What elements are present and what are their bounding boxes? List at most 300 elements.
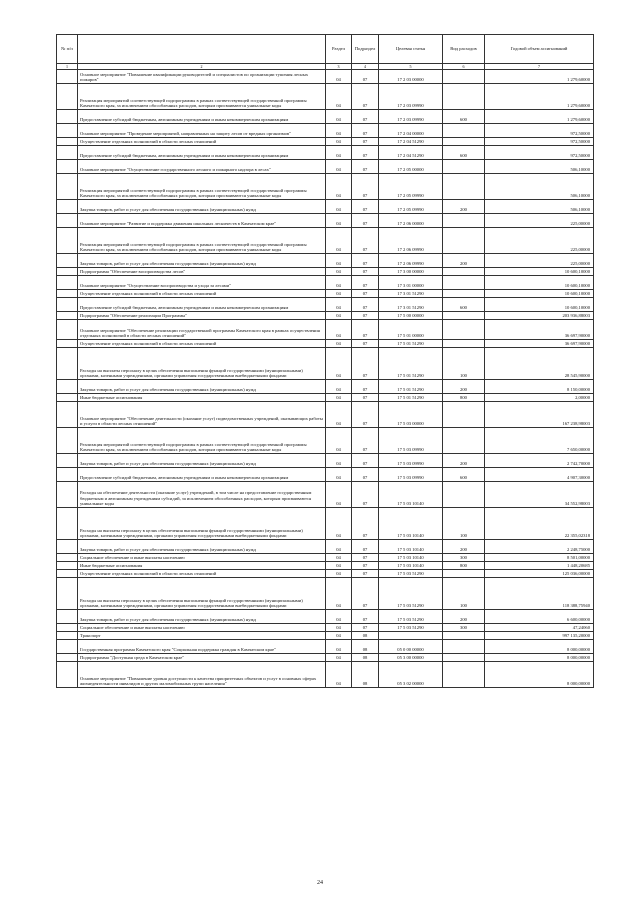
expense-type-cell: 200: [443, 610, 485, 624]
section-code-cell: 04: [326, 200, 352, 214]
expense-type-cell: [443, 124, 485, 138]
section-code-cell: 04: [326, 482, 352, 508]
expense-type-cell: 100: [443, 578, 485, 610]
item-name-cell: Закупка товаров, работ и услуг для обеспечения государственных (муниципальных) нужд: [78, 454, 326, 468]
section-code-cell: 04: [326, 348, 352, 380]
item-name-cell: Социальное обеспечение и иные выплаты населению: [78, 624, 326, 632]
column-number: 1: [57, 64, 78, 70]
header-section: Раздел: [326, 35, 352, 64]
amount-cell: 506,10000: [485, 200, 594, 214]
table-row: [57, 290, 594, 298]
expense-type-cell: 100: [443, 508, 485, 540]
subsection-code-cell: 07: [352, 508, 379, 540]
amount-cell: 1 279,60000: [485, 110, 594, 124]
subsection-code-cell: 07: [352, 610, 379, 624]
section-code-cell: 04: [326, 454, 352, 468]
row-number-cell: [57, 174, 78, 200]
expense-type-cell: 600: [443, 468, 485, 482]
subsection-code-cell: 07: [352, 570, 379, 578]
target-article-cell: 17 2 03 00000: [379, 70, 443, 84]
row-number-cell: [57, 468, 78, 482]
row-number-cell: [57, 640, 78, 654]
section-code-cell: 04: [326, 562, 352, 570]
expense-type-cell: 100: [443, 348, 485, 380]
amount-cell: 7 650,00000: [485, 428, 594, 454]
column-number: 4: [352, 64, 379, 70]
expense-type-cell: [443, 312, 485, 320]
column-number: 2: [78, 64, 326, 70]
subsection-code-cell: 07: [352, 268, 379, 276]
subsection-code-cell: 07: [352, 468, 379, 482]
section-code-cell: 04: [326, 402, 352, 428]
row-number-cell: [57, 428, 78, 454]
row-number-cell: [57, 228, 78, 254]
table-row: [57, 540, 594, 554]
expense-type-cell: [443, 632, 485, 640]
item-name-cell: Предоставление субсидий бюджетным, автономным учреждениям и иным некоммерческим организациям: [78, 468, 326, 482]
row-number-cell: [57, 624, 78, 632]
target-article-cell: 17 3 00 00000: [379, 268, 443, 276]
section-code-cell: 04: [326, 632, 352, 640]
target-article-cell: 17 5 03 10140: [379, 540, 443, 554]
expense-type-cell: [443, 174, 485, 200]
expense-type-cell: [443, 640, 485, 654]
table-row: [57, 640, 594, 654]
target-article-cell: 17 5 03 09990: [379, 454, 443, 468]
target-article-cell: 17 5 01 00000: [379, 320, 443, 340]
row-number-cell: [57, 540, 78, 554]
subsection-code-cell: 07: [352, 320, 379, 340]
subsection-code-cell: 07: [352, 174, 379, 200]
subsection-code-cell: 07: [352, 214, 379, 228]
table-row: [57, 428, 594, 454]
target-article-cell: 17 5 03 10140: [379, 562, 443, 570]
expense-type-cell: [443, 570, 485, 578]
subsection-code-cell: 07: [352, 138, 379, 146]
section-code-cell: 04: [326, 554, 352, 562]
expense-type-cell: [443, 320, 485, 340]
table-row: [57, 84, 594, 110]
row-number-cell: [57, 578, 78, 610]
subsection-code-cell: 07: [352, 146, 379, 160]
subsection-code-cell: 07: [352, 428, 379, 454]
target-article-cell: 17 5 03 10140: [379, 508, 443, 540]
section-code-cell: 04: [326, 428, 352, 454]
column-number: 5: [379, 64, 443, 70]
expense-type-cell: 200: [443, 454, 485, 468]
amount-cell: 4 907,30000: [485, 468, 594, 482]
subsection-code-cell: 07: [352, 298, 379, 312]
expense-type-cell: [443, 268, 485, 276]
row-number-cell: [57, 138, 78, 146]
table-row: [57, 654, 594, 662]
section-code-cell: 04: [326, 214, 352, 228]
item-name-cell: Реализация мероприятий соответствующей подпрограммы в рамках соответствующей государственной программы Камчатского края, за исключением обособленных расходов, которым присваиваются уникальные коды: [78, 228, 326, 254]
expense-type-cell: 600: [443, 298, 485, 312]
target-article-cell: 17 5 01 51290: [379, 340, 443, 348]
amount-cell: 2 742,70000: [485, 454, 594, 468]
amount-cell: 1 279,60000: [485, 84, 594, 110]
expense-type-cell: 600: [443, 110, 485, 124]
row-number-cell: [57, 200, 78, 214]
item-name-cell: Осуществление отдельных полномочий в области лесных отношений: [78, 570, 326, 578]
table-row: [57, 138, 594, 146]
table-row: [57, 268, 594, 276]
item-name-cell: Осуществление отдельных полномочий в области лесных отношений: [78, 290, 326, 298]
target-article-cell: 17 2 04 00000: [379, 124, 443, 138]
amount-cell: 47,24060: [485, 624, 594, 632]
subsection-code-cell: 07: [352, 394, 379, 402]
target-article-cell: 17 5 01 51290: [379, 394, 443, 402]
amount-cell: 167 238,98003: [485, 402, 594, 428]
subsection-code-cell: 07: [352, 624, 379, 632]
target-article-cell: 17 5 03 10140: [379, 554, 443, 562]
budget-table: [56, 34, 594, 688]
expense-type-cell: 200: [443, 380, 485, 394]
table-row: [57, 70, 594, 84]
subsection-code-cell: 08: [352, 654, 379, 662]
subsection-code-cell: 07: [352, 254, 379, 268]
row-number-cell: [57, 654, 78, 662]
amount-cell: 22 355,02318: [485, 508, 594, 540]
item-name-cell: Расходы на выплаты персоналу в целях обеспечения выполнения функций государственными (муниципальными) органами, казенными учреждениями, органами управления государственными внебюджетными фондами: [78, 578, 326, 610]
table-row: [57, 610, 594, 624]
subsection-code-cell: 07: [352, 402, 379, 428]
amount-cell: 8 000,00000: [485, 662, 594, 688]
item-name-cell: Реализация мероприятий соответствующей подпрограммы в рамках соответствующей государственной программы Камчатского края, за исключением обособленных расходов, которым присваиваются уникальные коды: [78, 174, 326, 200]
table-row: [57, 632, 594, 640]
amount-cell: 36 697,90000: [485, 320, 594, 340]
row-number-cell: [57, 380, 78, 394]
column-number: 6: [443, 64, 485, 70]
item-name-cell: Транспорт: [78, 632, 326, 640]
section-code-cell: 04: [326, 380, 352, 394]
table-row: [57, 380, 594, 394]
expense-type-cell: [443, 214, 485, 228]
target-article-cell: 17 2 04 51290: [379, 138, 443, 146]
row-number-cell: [57, 290, 78, 298]
item-name-cell: Закупка товаров, работ и услуг для обеспечения государственных (муниципальных) нужд: [78, 540, 326, 554]
item-name-cell: Основное мероприятие "Обеспечение реализации государственной программы Камчатского края в рамках осуществления отдельных полномочий в области лесных отношений": [78, 320, 326, 340]
subsection-code-cell: 07: [352, 228, 379, 254]
row-number-cell: [57, 570, 78, 578]
item-name-cell: Закупка товаров, работ и услуг для обеспечения государственных (муниципальных) нужд: [78, 200, 326, 214]
target-article-cell: 17 2 06 09990: [379, 228, 443, 254]
row-number-cell: [57, 554, 78, 562]
amount-cell: 36 697,90000: [485, 340, 594, 348]
table-row: [57, 146, 594, 160]
table-row: [57, 174, 594, 200]
table-row: [57, 554, 594, 562]
expense-type-cell: 600: [443, 146, 485, 160]
item-name-cell: Иные бюджетные ассигнования: [78, 562, 326, 570]
subsection-code-cell: 07: [352, 554, 379, 562]
section-code-cell: 04: [326, 654, 352, 662]
amount-cell: 118 388,75940: [485, 578, 594, 610]
target-article-cell: 17 2 06 09990: [379, 254, 443, 268]
row-number-cell: [57, 254, 78, 268]
expense-type-cell: [443, 276, 485, 290]
section-code-cell: 04: [326, 468, 352, 482]
subsection-code-cell: 07: [352, 380, 379, 394]
expense-type-cell: [443, 482, 485, 508]
expense-type-cell: 800: [443, 394, 485, 402]
table-row: [57, 348, 594, 380]
target-article-cell: 17 5 01 51290: [379, 380, 443, 394]
table-row: [57, 298, 594, 312]
target-article-cell: 17 5 03 51290: [379, 578, 443, 610]
section-code-cell: 04: [326, 610, 352, 624]
amount-cell: 1 448,20685: [485, 562, 594, 570]
item-name-cell: Иные бюджетные ассигнования: [78, 394, 326, 402]
header-amount: Годовой объем ассигнований: [485, 35, 594, 64]
target-article-cell: 17 5 03 51290: [379, 624, 443, 632]
amount-cell: 1 279,60000: [485, 70, 594, 84]
section-code-cell: 04: [326, 578, 352, 610]
table-row: [57, 454, 594, 468]
target-article-cell: 17 2 05 00000: [379, 160, 443, 174]
expense-type-cell: [443, 70, 485, 84]
subsection-code-cell: 07: [352, 312, 379, 320]
section-code-cell: 04: [326, 624, 352, 632]
target-article-cell: 17 5 03 51290: [379, 610, 443, 624]
row-number-cell: [57, 610, 78, 624]
target-article-cell: 17 3 01 00000: [379, 276, 443, 290]
row-number-cell: [57, 482, 78, 508]
row-number-cell: [57, 454, 78, 468]
target-article-cell: 17 3 01 51290: [379, 290, 443, 298]
subsection-code-cell: 07: [352, 340, 379, 348]
item-name-cell: Основное мероприятие "Развитие и поддержка движения школьных лесничеств в Камчатском крае": [78, 214, 326, 228]
expense-type-cell: 300: [443, 624, 485, 632]
table-row: [57, 624, 594, 632]
table-row: [57, 160, 594, 174]
section-code-cell: 04: [326, 394, 352, 402]
table-row: [57, 508, 594, 540]
header-name: [78, 35, 326, 64]
row-number-cell: [57, 562, 78, 570]
header-exptype: Вид расходов: [443, 35, 485, 64]
section-code-cell: 04: [326, 138, 352, 146]
target-article-cell: 17 5 03 09990: [379, 468, 443, 482]
section-code-cell: 04: [326, 160, 352, 174]
amount-cell: 203 936,88003: [485, 312, 594, 320]
subsection-code-cell: 07: [352, 200, 379, 214]
item-name-cell: Расходы на выплаты персоналу в целях обеспечения выполнения функций государственными (муниципальными) органами, казенными учреждениями, органами управления государственными внебюджетными фондами: [78, 348, 326, 380]
subsection-code-cell: 07: [352, 70, 379, 84]
section-code-cell: 04: [326, 570, 352, 578]
subsection-code-cell: 07: [352, 276, 379, 290]
table-row: [57, 578, 594, 610]
subsection-code-cell: 07: [352, 160, 379, 174]
amount-cell: 28 545,90000: [485, 348, 594, 380]
section-code-cell: 04: [326, 254, 352, 268]
row-number-cell: [57, 160, 78, 174]
table-row: [57, 254, 594, 268]
expense-type-cell: 200: [443, 540, 485, 554]
table-row: [57, 570, 594, 578]
expense-type-cell: [443, 228, 485, 254]
amount-cell: 972,50000: [485, 146, 594, 160]
column-number: 7: [485, 64, 594, 70]
amount-cell: 225,00000: [485, 214, 594, 228]
subsection-code-cell: 07: [352, 540, 379, 554]
amount-cell: 10 600,10000: [485, 298, 594, 312]
table-row: [57, 276, 594, 290]
row-number-cell: [57, 632, 78, 640]
subsection-code-cell: 07: [352, 348, 379, 380]
table-row: [57, 320, 594, 340]
table-row: [57, 402, 594, 428]
section-code-cell: 04: [326, 298, 352, 312]
row-number-cell: [57, 84, 78, 110]
subsection-code-cell: 07: [352, 578, 379, 610]
amount-cell: 2 248,75000: [485, 540, 594, 554]
amount-cell: 225,00000: [485, 228, 594, 254]
amount-cell: 506,10000: [485, 174, 594, 200]
subsection-code-cell: 08: [352, 632, 379, 640]
table-row: [57, 110, 594, 124]
target-article-cell: 17 2 03 09990: [379, 84, 443, 110]
target-article-cell: 05 3 00 00000: [379, 654, 443, 662]
item-name-cell: Предоставление субсидий бюджетным, автономным учреждениям и иным некоммерческим организациям: [78, 110, 326, 124]
section-code-cell: 04: [326, 84, 352, 110]
item-name-cell: Основное мероприятие "Обеспечение деятельности (оказание услуг) подведомственных учреждений, оказывающих работы и услуги в области лесных отношений": [78, 402, 326, 428]
budget-table-page: [56, 34, 593, 688]
section-code-cell: 04: [326, 640, 352, 654]
section-code-cell: 04: [326, 540, 352, 554]
item-name-cell: Реализация мероприятий соответствующей подпрограммы в рамках соответствующей государственной программы Камчатского края, за исключением обособленных расходов, которым присваиваются уникальные коды: [78, 84, 326, 110]
row-number-cell: [57, 110, 78, 124]
section-code-cell: 04: [326, 174, 352, 200]
subsection-code-cell: 08: [352, 662, 379, 688]
target-article-cell: 05 0 00 00000: [379, 640, 443, 654]
expense-type-cell: [443, 290, 485, 298]
item-name-cell: Закупка товаров, работ и услуг для обеспечения государственных (муниципальных) нужд: [78, 380, 326, 394]
section-code-cell: 04: [326, 276, 352, 290]
item-name-cell: Основное мероприятие "Повышение уровня доступности к качества приоритетных объектов и услуг в основных сферах жизнедеятельности инвалидов и других маломобильных групп населения": [78, 662, 326, 688]
amount-cell: 10 600,10000: [485, 290, 594, 298]
target-article-cell: 17 5 03 09990: [379, 428, 443, 454]
target-article-cell: 17 5 00 00000: [379, 312, 443, 320]
header-subsection: Подраздел: [352, 35, 379, 64]
item-name-cell: Расходы на обеспечение деятельности (оказание услуг) учреждений, в том числе на предоставление государственным бюджетным и автономным учреждениям субсидий, за исключением обособленных расходов, которым присваиваются уникальные коды: [78, 482, 326, 508]
expense-type-cell: [443, 160, 485, 174]
expense-type-cell: [443, 340, 485, 348]
target-article-cell: 17 5 03 10140: [379, 482, 443, 508]
table-row: [57, 124, 594, 138]
subsection-code-cell: 07: [352, 454, 379, 468]
item-name-cell: Закупка товаров, работ и услуг для обеспечения государственных (муниципальных) нужд: [78, 610, 326, 624]
item-name-cell: Социальное обеспечение и иные выплаты населению: [78, 554, 326, 562]
target-article-cell: 17 5 01 51290: [379, 348, 443, 380]
header-target: Целевая статья: [379, 35, 443, 64]
row-number-cell: [57, 402, 78, 428]
expense-type-cell: [443, 84, 485, 110]
item-name-cell: Предоставление субсидий бюджетным, автономным учреждениям и иным некоммерческим организациям: [78, 298, 326, 312]
table-row: [57, 340, 594, 348]
table-header-row: [57, 35, 594, 64]
item-name-cell: Предоставление субсидий бюджетным, автономным учреждениям и иным некоммерческим организациям: [78, 146, 326, 160]
amount-cell: 8 150,00000: [485, 380, 594, 394]
amount-cell: 125 036,00000: [485, 570, 594, 578]
amount-cell: 506,10000: [485, 160, 594, 174]
subsection-code-cell: 07: [352, 124, 379, 138]
row-number-cell: [57, 124, 78, 138]
subsection-code-cell: 07: [352, 84, 379, 110]
item-name-cell: Подпрограмма "Доступная среда в Камчатском крае": [78, 654, 326, 662]
section-code-cell: 04: [326, 268, 352, 276]
table-row: [57, 312, 594, 320]
amount-cell: 2,00000: [485, 394, 594, 402]
table-row: [57, 468, 594, 482]
amount-cell: 972,50000: [485, 124, 594, 138]
section-code-cell: 04: [326, 508, 352, 540]
table-row: [57, 228, 594, 254]
section-code-cell: 04: [326, 228, 352, 254]
amount-cell: 8 000,00000: [485, 654, 594, 662]
row-number-cell: [57, 268, 78, 276]
target-article-cell: 17 2 04 51290: [379, 146, 443, 160]
table-row: [57, 562, 594, 570]
target-article-cell: 17 2 05 09990: [379, 200, 443, 214]
row-number-cell: [57, 340, 78, 348]
section-code-cell: 04: [326, 662, 352, 688]
section-code-cell: 04: [326, 290, 352, 298]
amount-cell: 8 501,00000: [485, 554, 594, 562]
row-number-cell: [57, 146, 78, 160]
item-name-cell: Осуществление отдельных полномочий в области лесных отношений: [78, 138, 326, 146]
amount-cell: 6 600,00000: [485, 610, 594, 624]
expense-type-cell: 200: [443, 200, 485, 214]
item-name-cell: Подпрограмма "Обеспечение воспроизводства лесов": [78, 268, 326, 276]
item-name-cell: Реализация мероприятий соответствующей подпрограммы в рамках соответствующей государственной программы Камчатского края, за исключением обособленных расходов, которым присваиваются уникальные коды: [78, 428, 326, 454]
row-number-cell: [57, 348, 78, 380]
section-code-cell: 04: [326, 146, 352, 160]
item-name-cell: Основное мероприятие "Осуществление государственного лесного и пожарного надзора в лесах": [78, 160, 326, 174]
section-code-cell: 04: [326, 320, 352, 340]
amount-cell: 34 552,98003: [485, 482, 594, 508]
table-row: [57, 214, 594, 228]
expense-type-cell: 200: [443, 254, 485, 268]
row-number-cell: [57, 508, 78, 540]
header-num: № п/п: [57, 35, 78, 64]
row-number-cell: [57, 276, 78, 290]
section-code-cell: 04: [326, 340, 352, 348]
subsection-code-cell: 07: [352, 562, 379, 570]
row-number-cell: [57, 662, 78, 688]
target-article-cell: [379, 632, 443, 640]
item-name-cell: Государственная программа Камчатского края "Социальная поддержка граждан в Камчатском крае": [78, 640, 326, 654]
row-number-cell: [57, 214, 78, 228]
amount-cell: 10 600,10000: [485, 276, 594, 290]
row-number-cell: [57, 298, 78, 312]
subsection-code-cell: 07: [352, 110, 379, 124]
subsection-code-cell: 07: [352, 482, 379, 508]
table-row: [57, 482, 594, 508]
amount-cell: 225,00000: [485, 254, 594, 268]
expense-type-cell: 800: [443, 562, 485, 570]
expense-type-cell: [443, 662, 485, 688]
target-article-cell: 17 5 03 00000: [379, 402, 443, 428]
table-row: [57, 662, 594, 688]
table-body: [57, 70, 594, 688]
amount-cell: 997 135,20000: [485, 632, 594, 640]
target-article-cell: 17 2 03 09990: [379, 110, 443, 124]
section-code-cell: 04: [326, 70, 352, 84]
expense-type-cell: [443, 428, 485, 454]
target-article-cell: 05 3 02 00000: [379, 662, 443, 688]
